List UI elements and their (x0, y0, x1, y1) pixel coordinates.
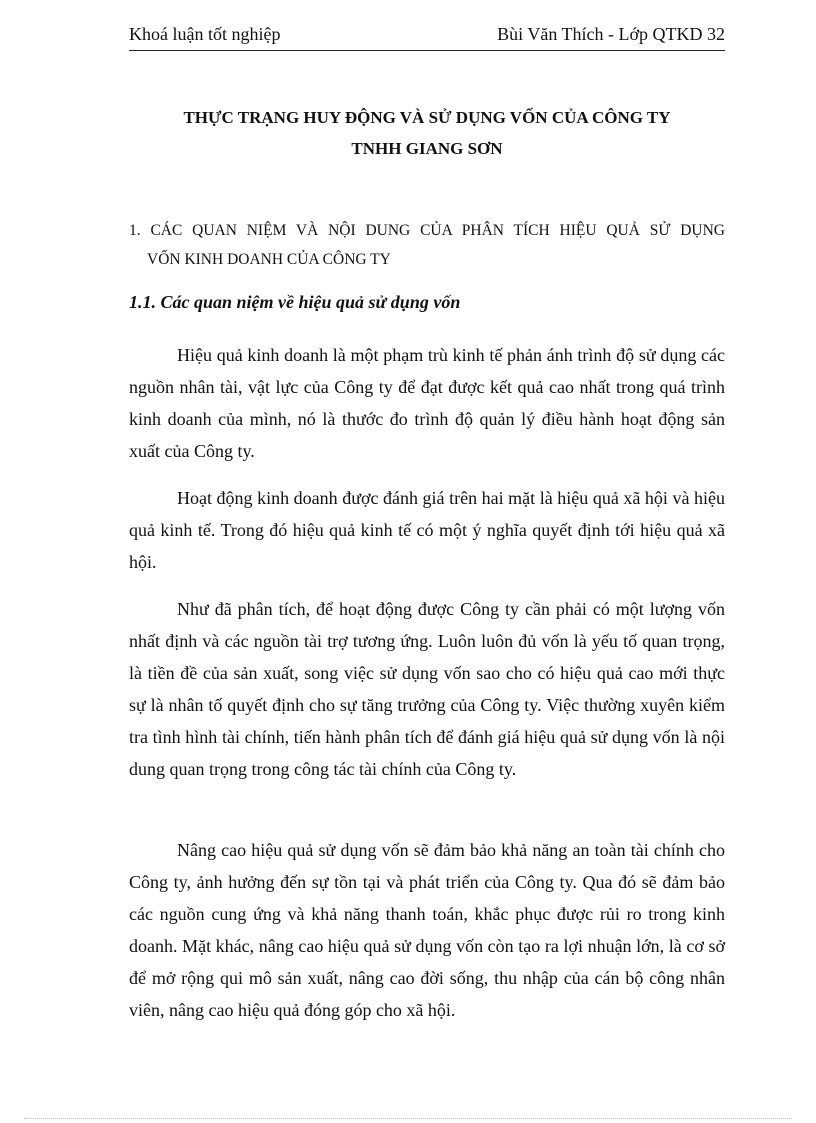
header-author: Bùi Văn Thích - Lớp QTKD 32 (497, 24, 725, 44)
paragraph: Hoạt động kinh doanh được đánh giá trên hai mặt là hiệu quả xã hội và hiệu quả kinh tế. Trong đó hiệu quả kinh tế có một ý nghĩa quyết định tới hiệu quả xã hội. (129, 488, 725, 572)
header-document-type: Khoá luận tốt nghiệp (129, 24, 281, 44)
paragraph: Nâng cao hiệu quả sử dụng vốn sẽ đảm bảo khả năng an toàn tài chính cho Công ty, ảnh hưởng đến sự tồn tại và phát triển của Công ty. Qua đó sẽ đảm bảo các nguồn cung ứng và khả năng thanh toán, khắc phục được rủi ro trong kinh doanh. Mặt khác, nâng cao hiệu quả sử dụng vốn còn tạo ra lợi nhuận lớn, là cơ sở để mở rộng qui mô sản xuất, nâng cao đời sống, thu nhập của cán bộ công nhân viên, nâng cao hiệu quả đóng góp cho xã hội. (129, 840, 725, 1020)
paragraph: Hiệu quả kinh doanh là một phạm trù kinh tế phản ánh trình độ sử dụng các nguồn nhân tài, vật lực của Công ty để đạt được kết quả cao nhất trong quá trình kinh doanh của mình, nó là thước đo trình độ quản lý điều hành hoạt động sản xuất của Công ty. (129, 345, 725, 461)
title-line-2: TNHH GIANG SƠN (351, 139, 503, 158)
subsection-heading: 1.1. Các quan niệm về hiệu quả sử dụng vốn (129, 292, 461, 312)
paragraph: Như đã phân tích, để hoạt động được Công ty cần phải có một lượng vốn nhất định và các nguồn tài trợ tương ứng. Luôn luôn đủ vốn là yếu tố quan trọng, là tiền đề của sản xuất, song việc sử dụng vốn sao cho có hiệu quả cao mới thực sự là nhân tố quyết định cho sự tăng trưởng của Công ty. Việc thường xuyên kiểm tra tình hình tài chính, tiến hành phân tích để đánh giá hiệu quả sử dụng vốn là nội dung quan trọng trong công tác tài chính của Công ty. (129, 599, 725, 779)
section-heading (129, 216, 725, 274)
page-bottom-border (24, 1118, 792, 1119)
page-header (129, 24, 725, 51)
section-heading-line-2: VỐN KINH DOANH CỦA CÔNG TY (147, 251, 391, 268)
section-heading-line-1: 1. CÁC QUAN NIỆM VÀ NỘI DUNG CỦA PHÂN TÍCH HIỆU QUẢ SỬ DỤNG (129, 222, 725, 239)
title-line-1: THỰC TRẠNG HUY ĐỘNG VÀ SỬ DỤNG VỐN CỦA CÔNG TY (183, 108, 671, 127)
document-title (129, 102, 725, 164)
